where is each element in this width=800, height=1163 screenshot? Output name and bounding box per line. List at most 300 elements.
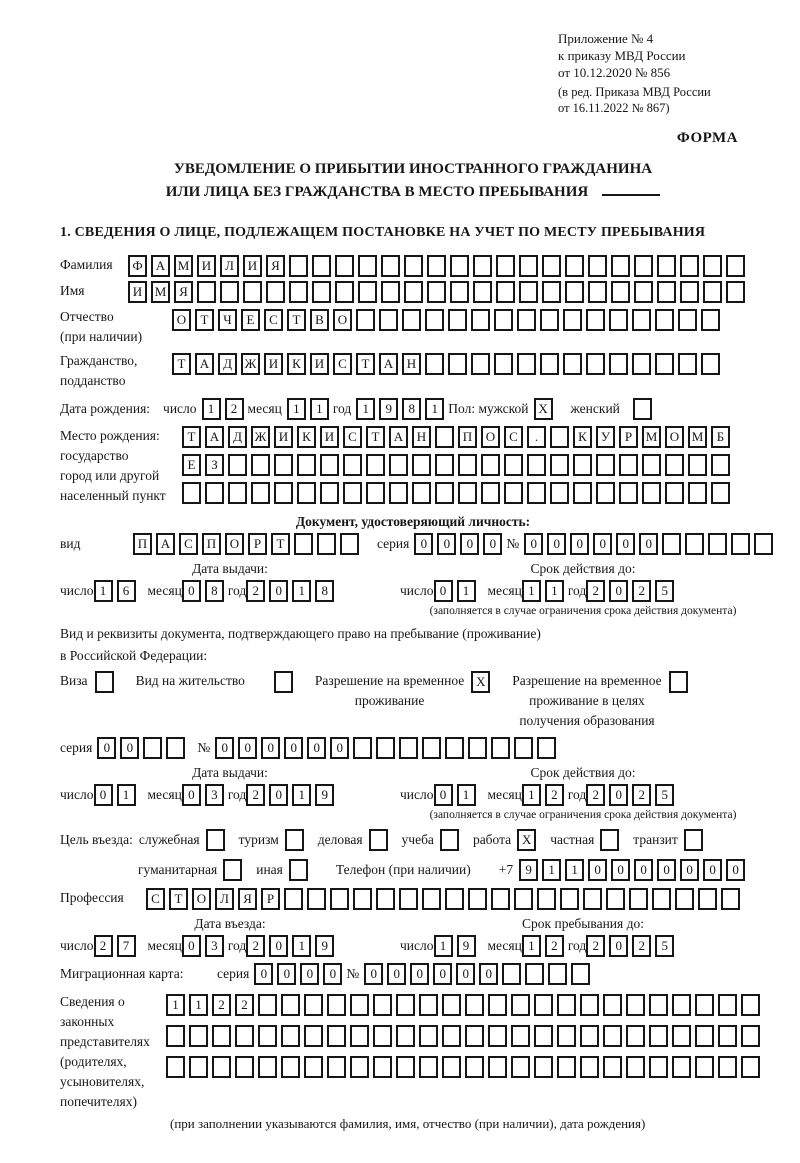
char-box[interactable]: И xyxy=(310,353,329,375)
purpose-tourism-box[interactable] xyxy=(285,829,304,851)
char-box[interactable]: О xyxy=(333,309,352,331)
char-box[interactable]: 0 xyxy=(120,737,139,759)
char-box[interactable]: 2 xyxy=(225,398,244,420)
char-box[interactable] xyxy=(573,454,592,476)
char-box[interactable] xyxy=(511,994,530,1016)
char-box[interactable]: И xyxy=(243,255,262,277)
char-box[interactable]: 1 xyxy=(94,580,113,602)
char-box[interactable]: 0 xyxy=(703,859,722,881)
char-box[interactable] xyxy=(366,454,385,476)
char-box[interactable] xyxy=(527,454,546,476)
char-box[interactable]: 0 xyxy=(680,859,699,881)
char-box[interactable] xyxy=(166,1025,185,1047)
char-box[interactable] xyxy=(468,888,487,910)
char-box[interactable]: М xyxy=(174,255,193,277)
char-box[interactable]: Е xyxy=(182,454,201,476)
char-box[interactable] xyxy=(491,888,510,910)
char-box[interactable]: Е xyxy=(241,309,260,331)
purpose-official-box[interactable] xyxy=(206,829,225,851)
char-box[interactable] xyxy=(560,888,579,910)
char-box[interactable]: К xyxy=(287,353,306,375)
purpose-private-box[interactable] xyxy=(600,829,619,851)
char-box[interactable] xyxy=(634,255,653,277)
char-box[interactable]: 1 xyxy=(310,398,329,420)
char-box[interactable] xyxy=(143,737,162,759)
char-box[interactable] xyxy=(396,994,415,1016)
char-box[interactable]: 0 xyxy=(726,859,745,881)
char-box[interactable]: 0 xyxy=(182,935,201,957)
char-box[interactable] xyxy=(422,888,441,910)
char-box[interactable]: Т xyxy=(169,888,188,910)
char-box[interactable] xyxy=(588,255,607,277)
char-box[interactable] xyxy=(609,309,628,331)
char-box[interactable] xyxy=(519,281,538,303)
char-box[interactable]: 8 xyxy=(402,398,421,420)
char-box[interactable] xyxy=(680,255,699,277)
char-box[interactable]: А xyxy=(389,426,408,448)
char-box[interactable]: Т xyxy=(271,533,290,555)
char-box[interactable]: 0 xyxy=(238,737,257,759)
char-box[interactable] xyxy=(396,1025,415,1047)
char-box[interactable] xyxy=(320,454,339,476)
char-box[interactable]: Р xyxy=(248,533,267,555)
char-box[interactable] xyxy=(358,281,377,303)
char-box[interactable] xyxy=(662,533,681,555)
char-box[interactable] xyxy=(665,454,684,476)
char-box[interactable]: 1 xyxy=(457,784,476,806)
char-box[interactable] xyxy=(642,482,661,504)
char-box[interactable] xyxy=(695,1056,714,1078)
char-box[interactable]: 8 xyxy=(315,580,334,602)
char-box[interactable]: 5 xyxy=(655,784,674,806)
char-box[interactable]: З xyxy=(205,454,224,476)
char-box[interactable] xyxy=(657,255,676,277)
char-box[interactable] xyxy=(680,281,699,303)
char-box[interactable] xyxy=(465,1025,484,1047)
char-box[interactable] xyxy=(571,963,590,985)
char-box[interactable]: И xyxy=(128,281,147,303)
char-box[interactable] xyxy=(458,454,477,476)
char-box[interactable] xyxy=(731,533,750,555)
char-box[interactable] xyxy=(626,994,645,1016)
char-box[interactable] xyxy=(698,888,717,910)
char-box[interactable]: 0 xyxy=(277,963,296,985)
char-box[interactable] xyxy=(307,888,326,910)
char-box[interactable] xyxy=(258,1056,277,1078)
char-box[interactable] xyxy=(619,482,638,504)
char-box[interactable] xyxy=(442,1056,461,1078)
char-box[interactable] xyxy=(442,1025,461,1047)
char-box[interactable] xyxy=(708,533,727,555)
char-box[interactable] xyxy=(534,1056,553,1078)
char-box[interactable]: 0 xyxy=(182,784,201,806)
char-box[interactable] xyxy=(606,888,625,910)
char-box[interactable]: К xyxy=(297,426,316,448)
char-box[interactable] xyxy=(534,994,553,1016)
char-box[interactable]: С xyxy=(504,426,523,448)
char-box[interactable] xyxy=(312,255,331,277)
char-box[interactable] xyxy=(685,533,704,555)
char-box[interactable] xyxy=(448,353,467,375)
char-box[interactable] xyxy=(445,888,464,910)
char-box[interactable]: 1 xyxy=(287,398,306,420)
char-box[interactable]: 0 xyxy=(588,859,607,881)
temp-residence-box[interactable]: X xyxy=(471,671,490,693)
char-box[interactable] xyxy=(274,482,293,504)
char-box[interactable]: Т xyxy=(182,426,201,448)
char-box[interactable] xyxy=(289,255,308,277)
char-box[interactable] xyxy=(488,994,507,1016)
char-box[interactable]: П xyxy=(458,426,477,448)
char-box[interactable] xyxy=(688,454,707,476)
char-box[interactable] xyxy=(197,281,216,303)
char-box[interactable] xyxy=(235,1025,254,1047)
char-box[interactable]: 2 xyxy=(632,784,651,806)
char-box[interactable]: 0 xyxy=(593,533,612,555)
char-box[interactable]: 9 xyxy=(315,935,334,957)
char-box[interactable] xyxy=(494,353,513,375)
char-box[interactable] xyxy=(557,1056,576,1078)
char-box[interactable] xyxy=(258,994,277,1016)
char-box[interactable] xyxy=(381,281,400,303)
char-box[interactable] xyxy=(741,1025,760,1047)
char-box[interactable] xyxy=(327,994,346,1016)
char-box[interactable] xyxy=(580,994,599,1016)
char-box[interactable] xyxy=(228,482,247,504)
char-box[interactable]: А xyxy=(205,426,224,448)
char-box[interactable] xyxy=(327,1056,346,1078)
char-box[interactable]: 9 xyxy=(457,935,476,957)
char-box[interactable] xyxy=(511,1025,530,1047)
char-box[interactable] xyxy=(726,281,745,303)
char-box[interactable] xyxy=(491,737,510,759)
char-box[interactable] xyxy=(657,281,676,303)
char-box[interactable] xyxy=(465,1056,484,1078)
char-box[interactable] xyxy=(205,482,224,504)
char-box[interactable] xyxy=(427,255,446,277)
char-box[interactable]: С xyxy=(264,309,283,331)
char-box[interactable] xyxy=(603,1056,622,1078)
char-box[interactable] xyxy=(399,737,418,759)
char-box[interactable] xyxy=(626,1056,645,1078)
char-box[interactable] xyxy=(289,281,308,303)
char-box[interactable] xyxy=(711,482,730,504)
char-box[interactable]: А xyxy=(379,353,398,375)
char-box[interactable]: А xyxy=(151,255,170,277)
char-box[interactable]: 0 xyxy=(284,737,303,759)
char-box[interactable] xyxy=(527,482,546,504)
char-box[interactable]: 1 xyxy=(202,398,221,420)
char-box[interactable]: 0 xyxy=(261,737,280,759)
char-box[interactable]: 0 xyxy=(410,963,429,985)
char-box[interactable] xyxy=(565,281,584,303)
char-box[interactable] xyxy=(611,255,630,277)
char-box[interactable] xyxy=(557,994,576,1016)
char-box[interactable] xyxy=(718,994,737,1016)
char-box[interactable] xyxy=(626,1025,645,1047)
char-box[interactable] xyxy=(399,888,418,910)
char-box[interactable]: 0 xyxy=(387,963,406,985)
char-box[interactable]: 9 xyxy=(315,784,334,806)
char-box[interactable]: 2 xyxy=(545,784,564,806)
char-box[interactable]: С xyxy=(146,888,165,910)
char-box[interactable]: И xyxy=(274,426,293,448)
char-box[interactable]: 1 xyxy=(522,935,541,957)
purpose-other-box[interactable] xyxy=(289,859,308,881)
char-box[interactable] xyxy=(297,454,316,476)
char-box[interactable] xyxy=(425,309,444,331)
char-box[interactable]: 0 xyxy=(269,784,288,806)
char-box[interactable]: Т xyxy=(172,353,191,375)
char-box[interactable]: 2 xyxy=(246,935,265,957)
char-box[interactable] xyxy=(611,281,630,303)
char-box[interactable] xyxy=(557,1025,576,1047)
char-box[interactable] xyxy=(343,482,362,504)
char-box[interactable] xyxy=(419,1025,438,1047)
char-box[interactable] xyxy=(471,309,490,331)
char-box[interactable]: 2 xyxy=(586,580,605,602)
purpose-business-box[interactable] xyxy=(369,829,388,851)
char-box[interactable]: 1 xyxy=(565,859,584,881)
char-box[interactable] xyxy=(688,482,707,504)
char-box[interactable]: Т xyxy=(287,309,306,331)
char-box[interactable] xyxy=(258,1025,277,1047)
char-box[interactable]: Л xyxy=(215,888,234,910)
char-box[interactable] xyxy=(427,281,446,303)
char-box[interactable] xyxy=(251,482,270,504)
char-box[interactable]: 5 xyxy=(655,580,674,602)
residence-permit-box[interactable] xyxy=(274,671,293,693)
char-box[interactable]: А xyxy=(156,533,175,555)
char-box[interactable]: 2 xyxy=(632,935,651,957)
char-box[interactable] xyxy=(563,309,582,331)
char-box[interactable]: 0 xyxy=(437,533,456,555)
char-box[interactable]: 2 xyxy=(212,994,231,1016)
char-box[interactable]: 7 xyxy=(117,935,136,957)
char-box[interactable] xyxy=(189,1025,208,1047)
char-box[interactable]: 0 xyxy=(414,533,433,555)
char-box[interactable]: Я xyxy=(174,281,193,303)
char-box[interactable]: 0 xyxy=(97,737,116,759)
char-box[interactable] xyxy=(655,309,674,331)
char-box[interactable] xyxy=(448,309,467,331)
char-box[interactable]: Ф xyxy=(128,255,147,277)
purpose-work-box[interactable]: X xyxy=(517,829,536,851)
char-box[interactable] xyxy=(376,888,395,910)
char-box[interactable]: 1 xyxy=(522,580,541,602)
char-box[interactable] xyxy=(695,994,714,1016)
char-box[interactable]: 0 xyxy=(609,580,628,602)
char-box[interactable] xyxy=(389,482,408,504)
char-box[interactable]: Т xyxy=(366,426,385,448)
char-box[interactable] xyxy=(542,255,561,277)
char-box[interactable] xyxy=(537,737,556,759)
char-box[interactable]: П xyxy=(133,533,152,555)
char-box[interactable] xyxy=(353,888,372,910)
char-box[interactable] xyxy=(445,737,464,759)
char-box[interactable] xyxy=(243,281,262,303)
char-box[interactable]: 1 xyxy=(356,398,375,420)
char-box[interactable] xyxy=(458,482,477,504)
char-box[interactable]: Т xyxy=(195,309,214,331)
char-box[interactable]: 1 xyxy=(166,994,185,1016)
char-box[interactable]: 0 xyxy=(611,859,630,881)
char-box[interactable] xyxy=(465,994,484,1016)
char-box[interactable] xyxy=(304,1025,323,1047)
char-box[interactable]: Ч xyxy=(218,309,237,331)
char-box[interactable]: 0 xyxy=(182,580,201,602)
char-box[interactable]: 0 xyxy=(215,737,234,759)
char-box[interactable] xyxy=(281,1025,300,1047)
char-box[interactable]: 0 xyxy=(609,935,628,957)
char-box[interactable] xyxy=(672,1056,691,1078)
char-box[interactable] xyxy=(473,281,492,303)
char-box[interactable] xyxy=(655,353,674,375)
char-box[interactable]: 1 xyxy=(292,580,311,602)
char-box[interactable] xyxy=(350,1025,369,1047)
char-box[interactable] xyxy=(678,309,697,331)
char-box[interactable]: Л xyxy=(220,255,239,277)
char-box[interactable] xyxy=(419,994,438,1016)
char-box[interactable]: 2 xyxy=(586,784,605,806)
char-box[interactable] xyxy=(373,994,392,1016)
char-box[interactable] xyxy=(228,454,247,476)
char-box[interactable]: 1 xyxy=(292,935,311,957)
visa-box[interactable] xyxy=(95,671,114,693)
char-box[interactable]: 0 xyxy=(547,533,566,555)
char-box[interactable] xyxy=(596,454,615,476)
char-box[interactable] xyxy=(471,353,490,375)
char-box[interactable] xyxy=(563,353,582,375)
char-box[interactable] xyxy=(534,1025,553,1047)
char-box[interactable]: 1 xyxy=(292,784,311,806)
sex-female-box[interactable] xyxy=(633,398,652,420)
char-box[interactable] xyxy=(580,1056,599,1078)
char-box[interactable]: Р xyxy=(261,888,280,910)
char-box[interactable] xyxy=(678,353,697,375)
char-box[interactable] xyxy=(379,309,398,331)
char-box[interactable]: 1 xyxy=(457,580,476,602)
char-box[interactable] xyxy=(511,1056,530,1078)
char-box[interactable]: 0 xyxy=(434,784,453,806)
char-box[interactable] xyxy=(652,888,671,910)
char-box[interactable]: С xyxy=(179,533,198,555)
char-box[interactable] xyxy=(718,1025,737,1047)
char-box[interactable]: И xyxy=(320,426,339,448)
char-box[interactable]: 0 xyxy=(254,963,273,985)
sex-male-box[interactable]: X xyxy=(534,398,553,420)
char-box[interactable] xyxy=(350,1056,369,1078)
char-box[interactable] xyxy=(701,309,720,331)
char-box[interactable]: 6 xyxy=(117,580,136,602)
char-box[interactable]: 0 xyxy=(330,737,349,759)
char-box[interactable] xyxy=(741,1056,760,1078)
char-box[interactable]: П xyxy=(202,533,221,555)
char-box[interactable]: 1 xyxy=(542,859,561,881)
char-box[interactable] xyxy=(381,255,400,277)
char-box[interactable]: О xyxy=(225,533,244,555)
char-box[interactable] xyxy=(695,1025,714,1047)
char-box[interactable]: 0 xyxy=(570,533,589,555)
char-box[interactable] xyxy=(182,482,201,504)
char-box[interactable] xyxy=(435,454,454,476)
char-box[interactable] xyxy=(502,963,521,985)
char-box[interactable]: О xyxy=(665,426,684,448)
char-box[interactable] xyxy=(565,255,584,277)
char-box[interactable] xyxy=(514,888,533,910)
char-box[interactable] xyxy=(642,454,661,476)
char-box[interactable] xyxy=(675,888,694,910)
char-box[interactable] xyxy=(422,737,441,759)
char-box[interactable]: 0 xyxy=(307,737,326,759)
char-box[interactable] xyxy=(330,888,349,910)
char-box[interactable]: 0 xyxy=(433,963,452,985)
char-box[interactable] xyxy=(312,281,331,303)
char-box[interactable] xyxy=(721,888,740,910)
char-box[interactable] xyxy=(741,994,760,1016)
purpose-study-box[interactable] xyxy=(440,829,459,851)
char-box[interactable] xyxy=(481,454,500,476)
char-box[interactable] xyxy=(356,309,375,331)
char-box[interactable] xyxy=(450,281,469,303)
char-box[interactable]: 9 xyxy=(379,398,398,420)
char-box[interactable] xyxy=(609,353,628,375)
char-box[interactable] xyxy=(220,281,239,303)
char-box[interactable] xyxy=(665,482,684,504)
char-box[interactable]: 0 xyxy=(456,963,475,985)
char-box[interactable]: Ж xyxy=(251,426,270,448)
char-box[interactable]: 0 xyxy=(269,935,288,957)
char-box[interactable] xyxy=(281,1056,300,1078)
char-box[interactable] xyxy=(274,454,293,476)
char-box[interactable] xyxy=(494,309,513,331)
char-box[interactable]: Д xyxy=(218,353,237,375)
char-box[interactable] xyxy=(580,1025,599,1047)
char-box[interactable] xyxy=(376,737,395,759)
char-box[interactable]: М xyxy=(688,426,707,448)
temp-residence-education-box[interactable] xyxy=(669,671,688,693)
char-box[interactable] xyxy=(468,737,487,759)
char-box[interactable]: Б xyxy=(711,426,730,448)
char-box[interactable] xyxy=(435,482,454,504)
char-box[interactable]: С xyxy=(343,426,362,448)
char-box[interactable]: Т xyxy=(356,353,375,375)
char-box[interactable] xyxy=(353,737,372,759)
char-box[interactable] xyxy=(297,482,316,504)
char-box[interactable] xyxy=(517,309,536,331)
char-box[interactable] xyxy=(550,426,569,448)
char-box[interactable]: В xyxy=(310,309,329,331)
char-box[interactable] xyxy=(632,353,651,375)
char-box[interactable] xyxy=(629,888,648,910)
char-box[interactable]: 5 xyxy=(655,935,674,957)
char-box[interactable] xyxy=(373,1056,392,1078)
char-box[interactable] xyxy=(304,1056,323,1078)
purpose-humanitarian-box[interactable] xyxy=(223,859,242,881)
char-box[interactable]: У xyxy=(596,426,615,448)
char-box[interactable] xyxy=(389,454,408,476)
char-box[interactable] xyxy=(672,994,691,1016)
char-box[interactable] xyxy=(726,255,745,277)
char-box[interactable] xyxy=(189,1056,208,1078)
char-box[interactable] xyxy=(435,426,454,448)
char-box[interactable]: 1 xyxy=(522,784,541,806)
char-box[interactable] xyxy=(396,1056,415,1078)
char-box[interactable]: 0 xyxy=(634,859,653,881)
char-box[interactable] xyxy=(294,533,313,555)
char-box[interactable] xyxy=(373,1025,392,1047)
char-box[interactable] xyxy=(701,353,720,375)
